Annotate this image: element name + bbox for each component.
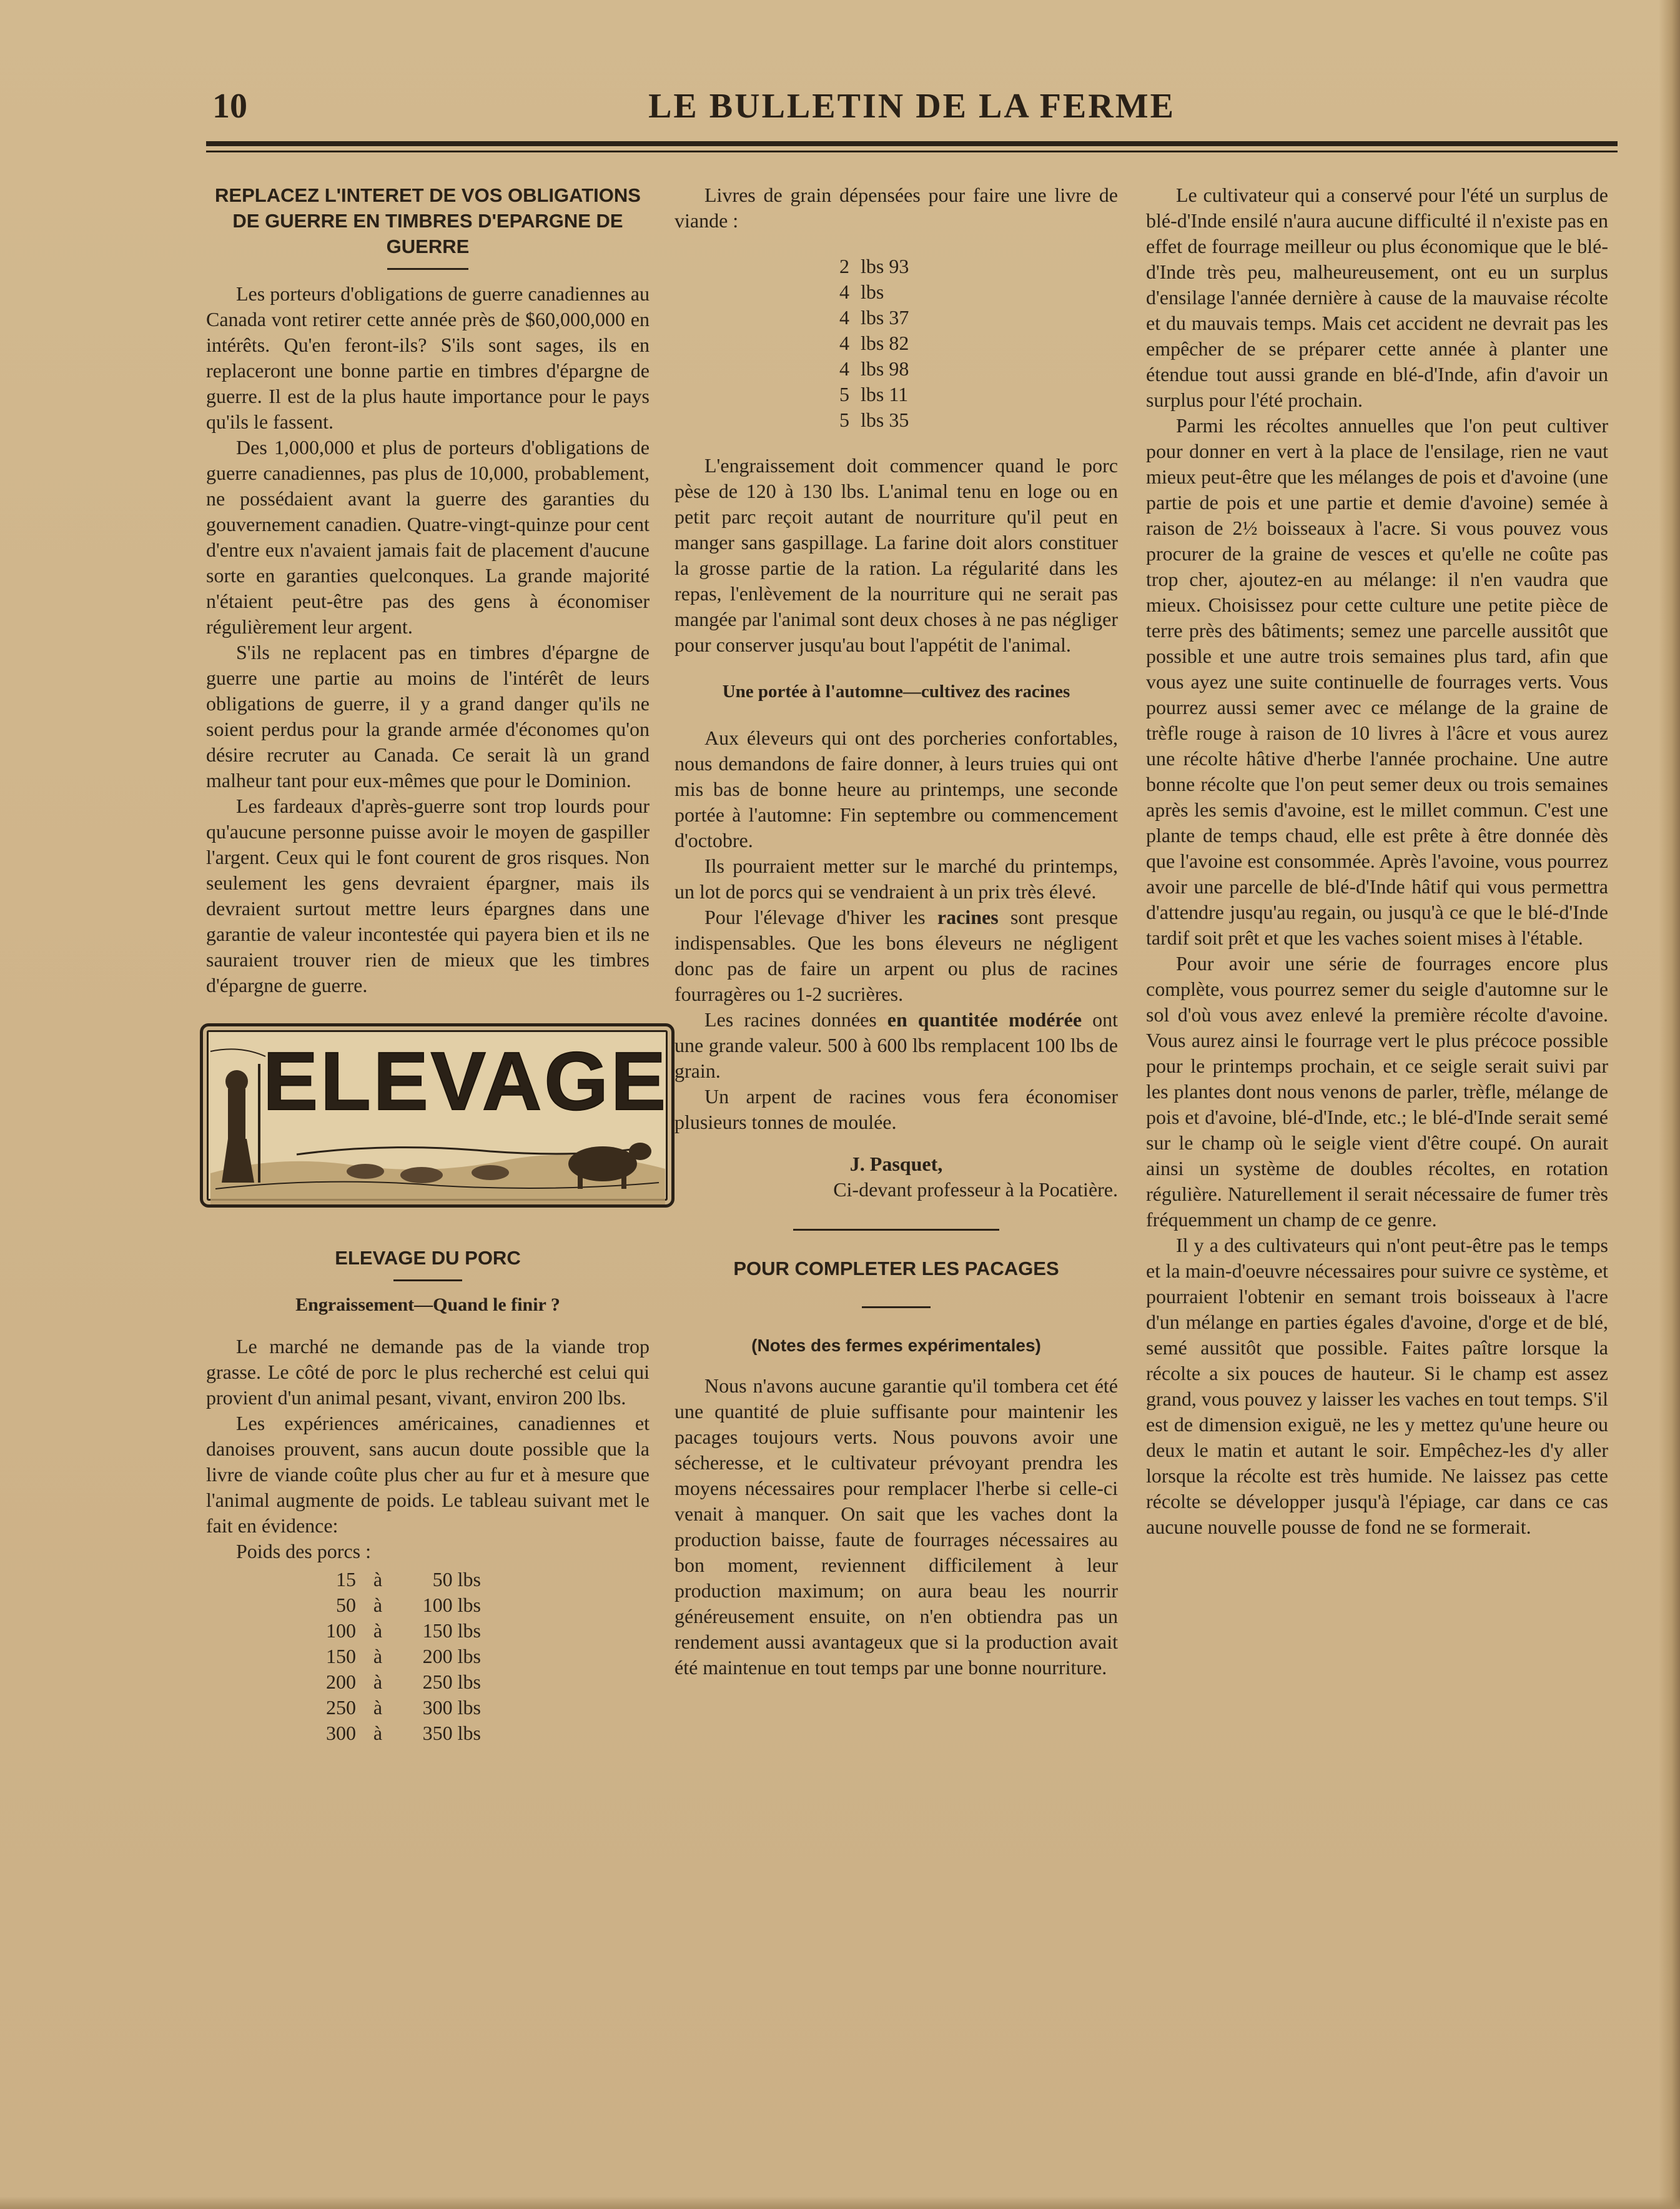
weight-from: 300 xyxy=(326,1722,356,1744)
section-divider xyxy=(793,1229,999,1231)
article-heading-pacages: POUR COMPLETER LES PACAGES xyxy=(733,1258,1059,1279)
paragraph: Les porteurs d'obligations de guerre canadiennes au Canada vont retirer cette année près de $60,000,000 en intérêts. Qu'en feront-ils? S'ils sont sages, ils en replaceront une bonne partie en timbres d'épargne de guerre. Il est de la plus haute importance pour le pays qu'ils le fassent. xyxy=(206,282,650,433)
weight-to: 300 lbs xyxy=(422,1696,481,1719)
paragraph: Des 1,000,000 et plus de porteurs d'obligations de guerre canadiennes, pas plus de 10,000, probablement, ne possédaient avant la guerre des garanties du gouvernement canadien. Quatre-vingt-quinze pour cent d'entre eux n'avaient jamais fait de placement d'aucune sorte en garanties quelconques. La grande majorité n'étaient peut-être pas des gens à économiser régulièrement leur argent. xyxy=(206,436,650,638)
paragraph: Pour avoir une série de fourrages encore plus complète, vous pourrez semer du seigle d'automne sur le sol d'où vous avez enlevé la première récolte d'avoine. Vous aurez ainsi le fourrage vert le plus précoce possible pour le printemps prochain, et ce seigle serait suivi par les plantes dont nous venons de parler, trèfle, mélange de pois et d'avoine, blé-d'Inde, etc.; le blé-d'Inde serait semé sur le champ où le seigle vient d'être coupé. On aurait ainsi un système de doubles récoltes, en rotation régulière. Naturellement il serait nécessaire de fumer très fréquemment un champ de ce genre. xyxy=(1146,952,1608,1231)
signature-block xyxy=(674,1151,1118,1203)
heading-rule xyxy=(387,268,468,270)
heading-rule xyxy=(862,1306,931,1308)
header-rule-thick xyxy=(206,141,1618,146)
paragraph xyxy=(674,905,1118,1007)
table-row xyxy=(206,1695,650,1720)
paragraph: Le marché ne demande pas de la viande trop grasse. Le côté de porc le plus recherché est celui qui provient d'un animal pesant, vivant, environ 200 lbs. xyxy=(206,1335,650,1409)
grain-table xyxy=(674,254,1118,433)
section-subheading-portee: Une portée à l'automne—cultivez des racines xyxy=(722,682,1070,702)
column-1 xyxy=(206,182,669,1752)
paragraph: Aux éleveurs qui ont des porcheries confortables, nous demandons de faire donner, à leurs truies qui ont mis bas de bonne heure au printemps, une seconde portée à l'automne: Fin septembre ou commencement d'octobre. xyxy=(674,727,1118,851)
column-2 xyxy=(674,182,1118,1680)
paragraph: Nous n'avons aucune garantie qu'il tombera cet été une quantité de pluie suffisante pour maintenir les pacages toujours verts. Nous pouvons avoir une sécheresse, et le cultivateur prévoyant prendra les moyens nécessaires pour remplacer l'herbe si celle-ci venait à manquer. On sait que les vaches dont la production baisse, faute de fourrages nécessaires au bon moment, reviennent difficilement à leur production maximum; on aura beau les nourrir généreusement ensuite, on n'en obtiendra pas un rendement aussi avantageux que si la production avait été maintenue en tout temps par une bonne nourriture. xyxy=(674,1374,1118,1679)
weight-to: 150 lbs xyxy=(422,1619,481,1642)
section-heading-elevage: ELEVAGE DU PORC xyxy=(335,1247,521,1269)
section-subheading: Engraissement—Quand le finir ? xyxy=(295,1294,560,1315)
grain-lbs: 4 xyxy=(839,280,849,303)
table-row xyxy=(206,1567,650,1592)
grain-lbs: 4 xyxy=(839,332,849,354)
weight-sep: à xyxy=(373,1645,383,1667)
column-3 xyxy=(1146,182,1608,1540)
page-edge-shadow xyxy=(1659,0,1680,2209)
weight-sep: à xyxy=(373,1568,383,1591)
journal-title: LE BULLETIN DE LA FERME xyxy=(648,87,1175,126)
text-run: Pour l'élevage d'hiver les xyxy=(704,906,937,928)
paragraph: Parmi les récoltes annuelles que l'on peut cultiver pour donner en vert à la place de l'ensilage, rien ne vaut mieux peut-être que les mélanges de pois et d'avoine (une partie de pois et une partie et demie d'avoine) semée à raison de 2½ boisseaux à l'acre. Si vous pouvez vous procurer de la graine de vesces et qu'elle ne coûte pas trop cher, ajoutez-en au mélange: il n'en vaudra que mieux. Choisissez pour cette culture une petite pièce de terre près des bâtiments; semez une parcelle aussitôt que possible et une autre trois semaines plus tard, afin que vous ayez une suite continuelle de fourrages verts. Vous pourrez aussi semer avec ce mélange de la graine de trèfle rouge à raison de 10 livres à l'âcre et vous aurez une récolte hâtive d'herbe l'année prochaine. Une autre bonne récolte que l'on peut semer deux ou trois semaines après les semis d'avoine, est le millet commun. C'est une plante de temps chaud, elle est prête à être donnée dès que l'avoine est consommée. Après l'avoine, vous pourrez avoir une parcelle de blé-d'Inde hâtif qui vous permettra d'attendre jusqu'au regain, ou jusqu'à ce que le blé-d'Inde tardif soit prêt et que les vaches soient mises à l'étable. xyxy=(1146,414,1608,949)
text-run: Les racines données xyxy=(704,1008,887,1031)
grain-unit: lbs 93 xyxy=(861,255,909,277)
paragraph: Le cultivateur qui a conservé pour l'été un surplus de blé-d'Inde ensilé n'aura aucune difficulté il n'existe pas en effet de fourrage meilleur ou plus économique que le blé-d'Inde très peu, malheureusement, ont eu un surplus d'ensilage l'année dernière à cause de la mauvaise récolte et du mauvais temps. Mais cet accident ne devrait pas les empêcher de se préparer cette année à planter une étendue tout aussi grande en blé-d'Inde, afin d'avoir un surplus pour l'été prochain. xyxy=(1146,184,1608,411)
grain-lbs: 2 xyxy=(839,255,849,277)
table-row xyxy=(206,1720,650,1746)
grain-unit: lbs 98 xyxy=(861,357,909,380)
weight-to: 200 lbs xyxy=(422,1645,481,1667)
paragraph: Ils pourraient metter sur le marché du printemps, un lot de porcs qui se vendraient à un prix très élevé. xyxy=(674,855,1118,903)
paragraph: Il y a des cultivateurs qui n'ont peut-être pas le temps et la main-d'oeuvre nécessaires pour suivre ce système, et pourraient l'obtenir en semant trois boisseaux à l'acre d'un mélange en parties égales d'avoine, d'orge et de blé, semé aussitôt que possible. Faites paître lorsque la récolte a six pouces de hauteur. Si le champ est assez grand, vous pouvez y laisser les vaches en tout temps. S'il est de dimension exiguë, ne les y mettez qu'une heure ou deux le matin et autant le soir. Empêchez-les d'y aller lorsque la récolte est très humide. Ne laissez pas cette récolte se développer jusqu'à l'épiage, car dans ce cas aucune nouvelle pousse de fond ne se formerait. xyxy=(1146,1234,1608,1538)
weights-table xyxy=(206,1567,650,1746)
grain-unit: lbs 37 xyxy=(861,306,909,329)
paragraph: Livres de grain dépensées pour faire une livre de viande : xyxy=(674,184,1118,232)
paragraph: Les expériences américaines, canadiennes et danoises prouvent, sans aucun doute possible que la livre de viande coûte plus cher au fur et à mesure que l'animal augmente de poids. Le tableau suivant met le fait en évidence: xyxy=(206,1412,650,1537)
article-heading-obligations: REPLACEZ L'INTERET DE VOS OBLIGATIONS DE GUERRE EN TIMBRES D'EPARGNE DE GUERRE xyxy=(215,184,641,257)
table-caption: Poids des porcs : xyxy=(236,1540,371,1562)
weight-from: 200 xyxy=(326,1670,356,1693)
table-row xyxy=(674,279,1118,305)
weight-to: 350 lbs xyxy=(422,1722,481,1744)
table-row xyxy=(206,1644,650,1669)
bold-run: racines xyxy=(937,906,999,928)
author-title: Ci-devant professeur à la Pocatière. xyxy=(833,1178,1118,1201)
table-row xyxy=(674,330,1118,356)
weight-sep: à xyxy=(373,1722,383,1744)
weight-sep: à xyxy=(373,1696,383,1719)
paragraph xyxy=(674,1007,1118,1084)
elevage-banner-text: ELEVAGE xyxy=(263,1035,669,1127)
weight-to: 250 lbs xyxy=(422,1670,481,1693)
table-row xyxy=(674,407,1118,433)
page-header xyxy=(206,86,1618,136)
table-row xyxy=(674,382,1118,407)
header-rule-thin xyxy=(206,151,1618,152)
grain-unit: lbs xyxy=(861,280,884,303)
paragraph: Un arpent de racines vous fera économiser plusieurs tonnes de moulée. xyxy=(674,1085,1118,1133)
grain-lbs: 5 xyxy=(839,383,849,405)
table-row xyxy=(674,356,1118,382)
grain-lbs: 4 xyxy=(839,357,849,380)
weight-from: 50 xyxy=(336,1594,356,1616)
weight-to: 100 lbs xyxy=(422,1594,481,1616)
table-row xyxy=(206,1669,650,1695)
paragraph: S'ils ne replacent pas en timbres d'épargne de guerre une partie au moins de l'intérêt de leurs obligations de guerre, il y a grand danger qu'ils ne soient perdus pour la grande armée d'économes qu'on désire recruter au Canada. Ce serait là un grand malheur tant pour eux-mêmes que pour le Dominion. xyxy=(206,641,650,792)
table-row xyxy=(206,1618,650,1644)
weight-from: 100 xyxy=(326,1619,356,1642)
author-name: J. Pasquet, xyxy=(849,1153,943,1175)
page-number: 10 xyxy=(212,87,247,126)
grain-unit: lbs 11 xyxy=(861,383,909,405)
grain-unit: lbs 82 xyxy=(861,332,909,354)
grain-lbs: 5 xyxy=(839,409,849,431)
weight-from: 150 xyxy=(326,1645,356,1667)
grain-lbs: 4 xyxy=(839,306,849,329)
weight-sep: à xyxy=(373,1619,383,1642)
grain-unit: lbs 35 xyxy=(861,409,909,431)
text-run: sont presque indispensables. Que les bons éleveurs ne négligent donc pas de faire un arpent ou plus de racines fourragères ou 1-2 sucrières. xyxy=(674,906,1119,1005)
heading-rule xyxy=(393,1279,462,1281)
paragraph: L'engraissement doit commencer quand le porc pèse de 120 à 130 lbs. L'animal tenu en loge ou en petit parc reçoit autant de nourriture qu'il peut en manger sans gaspillage. La farine doit alors constituer la grosse partie de la ration. La régularité dans les repas, l'enlèvement de la nourriture qui ne serait pas mangée par l'animal sont deux choses à ne pas négliger pour conserver jusqu'au bout l'appétit de l'animal. xyxy=(674,454,1118,656)
weight-sep: à xyxy=(373,1670,383,1693)
paragraph: Les fardeaux d'après-guerre sont trop lourds pour qu'aucune personne puisse avoir le moyen de gaspiller l'argent. Ceux qui le font courent de gros risques. Non seulement les gens devraient épargner, mais ils devraient surtout mettre leurs épargnes dans une garantie de valeur incontestée qui payera bien et ils ne sauraient trouver rien de mieux que les timbres d'épargne de guerre. xyxy=(206,795,650,996)
page-bottom-shadow xyxy=(0,2197,1680,2209)
elevage-banner-illustration xyxy=(200,1023,674,1208)
bold-run: en quantitée modérée xyxy=(887,1008,1082,1031)
table-row xyxy=(206,1592,650,1618)
weight-sep: à xyxy=(373,1594,383,1616)
weight-to: 50 lbs xyxy=(432,1568,481,1591)
article-subheading-notes: (Notes des fermes expérimentales) xyxy=(751,1336,1041,1355)
text-run: ont une grande valeur. 500 à 600 lbs remplacent 100 lbs de grain. xyxy=(674,1008,1119,1082)
table-row xyxy=(674,254,1118,279)
table-row xyxy=(674,305,1118,330)
weight-from: 250 xyxy=(326,1696,356,1719)
weight-from: 15 xyxy=(336,1568,356,1591)
